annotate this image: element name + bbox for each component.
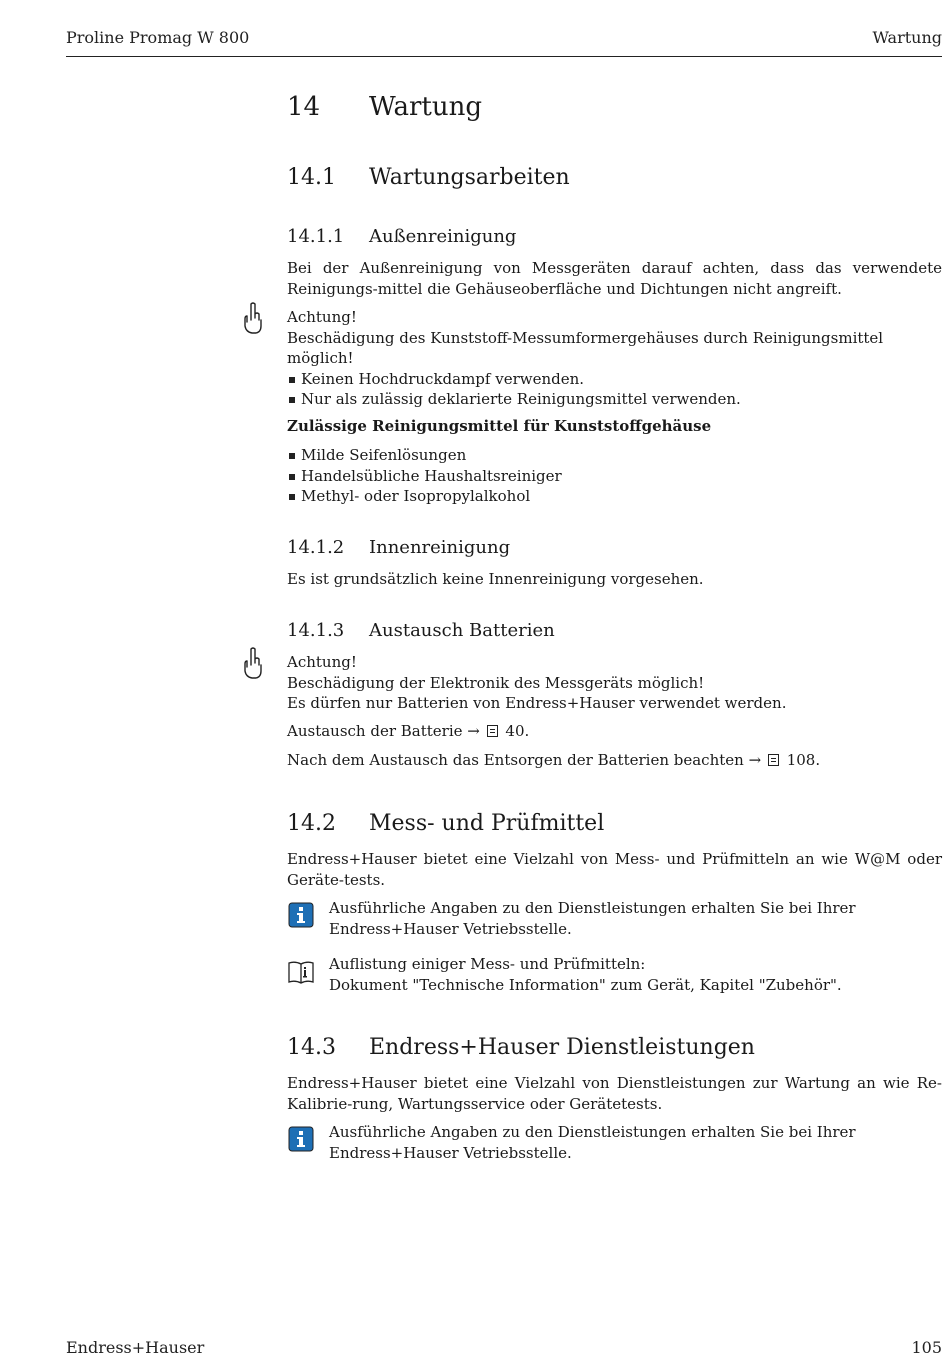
subsection-number: 14.1.3 <box>287 620 345 641</box>
section-14-2-heading <box>287 811 942 836</box>
battery-replacement-reference <box>287 721 942 742</box>
caution-label: Achtung! <box>287 308 357 326</box>
list-item: Methyl- oder Isopropylalkohol <box>287 486 942 507</box>
reference-page-link[interactable]: 108. <box>786 751 821 769</box>
section-title: Endress+Hauser Dienstleistungen <box>369 1035 755 1060</box>
chapter-number: 14 <box>287 92 321 122</box>
subsection-14-1-3-heading <box>287 620 942 641</box>
page-reference-icon <box>487 725 498 737</box>
section-number: 14.3 <box>287 1035 336 1060</box>
section-14-3-heading <box>287 1035 942 1060</box>
caution-label: Achtung! <box>287 653 357 671</box>
caution-text: Beschädigung des Kunststoff-Messumformergehäuses durch Reinigungsmittel möglich! <box>287 328 884 367</box>
subsection-number: 14.1.2 <box>287 537 345 558</box>
caution-block-1 <box>287 307 942 410</box>
services-paragraph: Endress+Hauser bietet eine Vielzahl von Dienstleistungen zur Wartung an wie Re-Kalibrie-rung, Wartungsservice oder Gerätetests. <box>287 1074 942 1113</box>
chapter-title: Wartung <box>369 92 482 122</box>
list-item: Nur als zulässig deklarierte Reinigungsmittel verwenden. <box>287 389 942 410</box>
cleaning-agents-list <box>287 445 942 507</box>
reference-text: Austausch der Batterie → <box>287 722 480 740</box>
caution-line: Es dürfen nur Batterien von Endress+Hauser verwendet werden. <box>287 694 787 712</box>
page-reference-icon <box>768 754 779 766</box>
reference-line: Auflistung einiger Mess- und Prüfmitteln: <box>329 955 646 973</box>
subsection-14-1-1-heading <box>287 226 942 247</box>
chapter-heading <box>287 92 942 122</box>
subsection-14-1-2-heading <box>287 537 942 558</box>
page-number: 105 <box>911 1338 942 1357</box>
reference-line: Dokument "Technische Information" zum Gerät, Kapitel "Zubehör". <box>329 975 842 994</box>
section-title: Wartungsarbeiten <box>369 165 570 190</box>
subsection-number: 14.1.1 <box>287 226 345 247</box>
caution-hand-icon <box>242 302 264 336</box>
list-item: Milde Seifenlösungen <box>287 445 942 466</box>
cleaning-agents-title: Zulässige Reinigungsmittel für Kunststoffgehäuse <box>287 417 712 435</box>
info-icon <box>288 902 314 928</box>
section-number: 14.2 <box>287 811 336 836</box>
book-reference-icon <box>287 959 315 985</box>
header-rule <box>66 56 942 57</box>
document-reference-note <box>329 954 942 995</box>
measuring-tools-paragraph: Endress+Hauser bietet eine Vielzahl von Mess- und Prüfmitteln an wie W@M oder Geräte-tests. <box>287 850 942 889</box>
caution-block-2 <box>287 652 942 714</box>
caution-hand-icon <box>242 647 264 681</box>
footer-company: Endress+Hauser <box>66 1338 205 1357</box>
section-14-1-heading <box>287 165 942 190</box>
reference-page-link[interactable]: 40. <box>505 722 530 740</box>
subsection-title: Außenreinigung <box>369 226 517 247</box>
info-note-1: Ausführliche Angaben zu den Dienstleistungen erhalten Sie bei Ihrer Endress+Hauser Vetriebsstelle. <box>329 899 856 938</box>
header-product-name: Proline Promag W 800 <box>66 28 250 47</box>
info-note-2: Ausführliche Angaben zu den Dienstleistungen erhalten Sie bei Ihrer Endress+Hauser Vetriebsstelle. <box>329 1123 856 1162</box>
section-number: 14.1 <box>287 165 336 190</box>
list-item: Keinen Hochdruckdampf verwenden. <box>287 369 942 390</box>
reference-text: Nach dem Austausch das Entsorgen der Batterien beachten → <box>287 751 762 769</box>
battery-disposal-reference <box>287 750 942 771</box>
subsection-title: Austausch Batterien <box>369 620 555 641</box>
caution-list <box>287 369 942 410</box>
inner-cleaning-paragraph: Es ist grundsätzlich keine Innenreinigung vorgesehen. <box>287 570 704 588</box>
header-chapter-name: Wartung <box>872 28 942 47</box>
outer-cleaning-paragraph: Bei der Außenreinigung von Messgeräten darauf achten, dass das verwendete Reinigungs-mittel die Gehäuseoberfläche und Dichtungen nicht angreift. <box>287 259 942 298</box>
list-item: Handelsübliche Haushaltsreiniger <box>287 466 942 487</box>
subsection-title: Innenreinigung <box>369 537 511 558</box>
info-icon <box>288 1126 314 1152</box>
section-title: Mess- und Prüfmittel <box>369 811 605 836</box>
caution-line: Beschädigung der Elektronik des Messgeräts möglich! <box>287 673 705 692</box>
